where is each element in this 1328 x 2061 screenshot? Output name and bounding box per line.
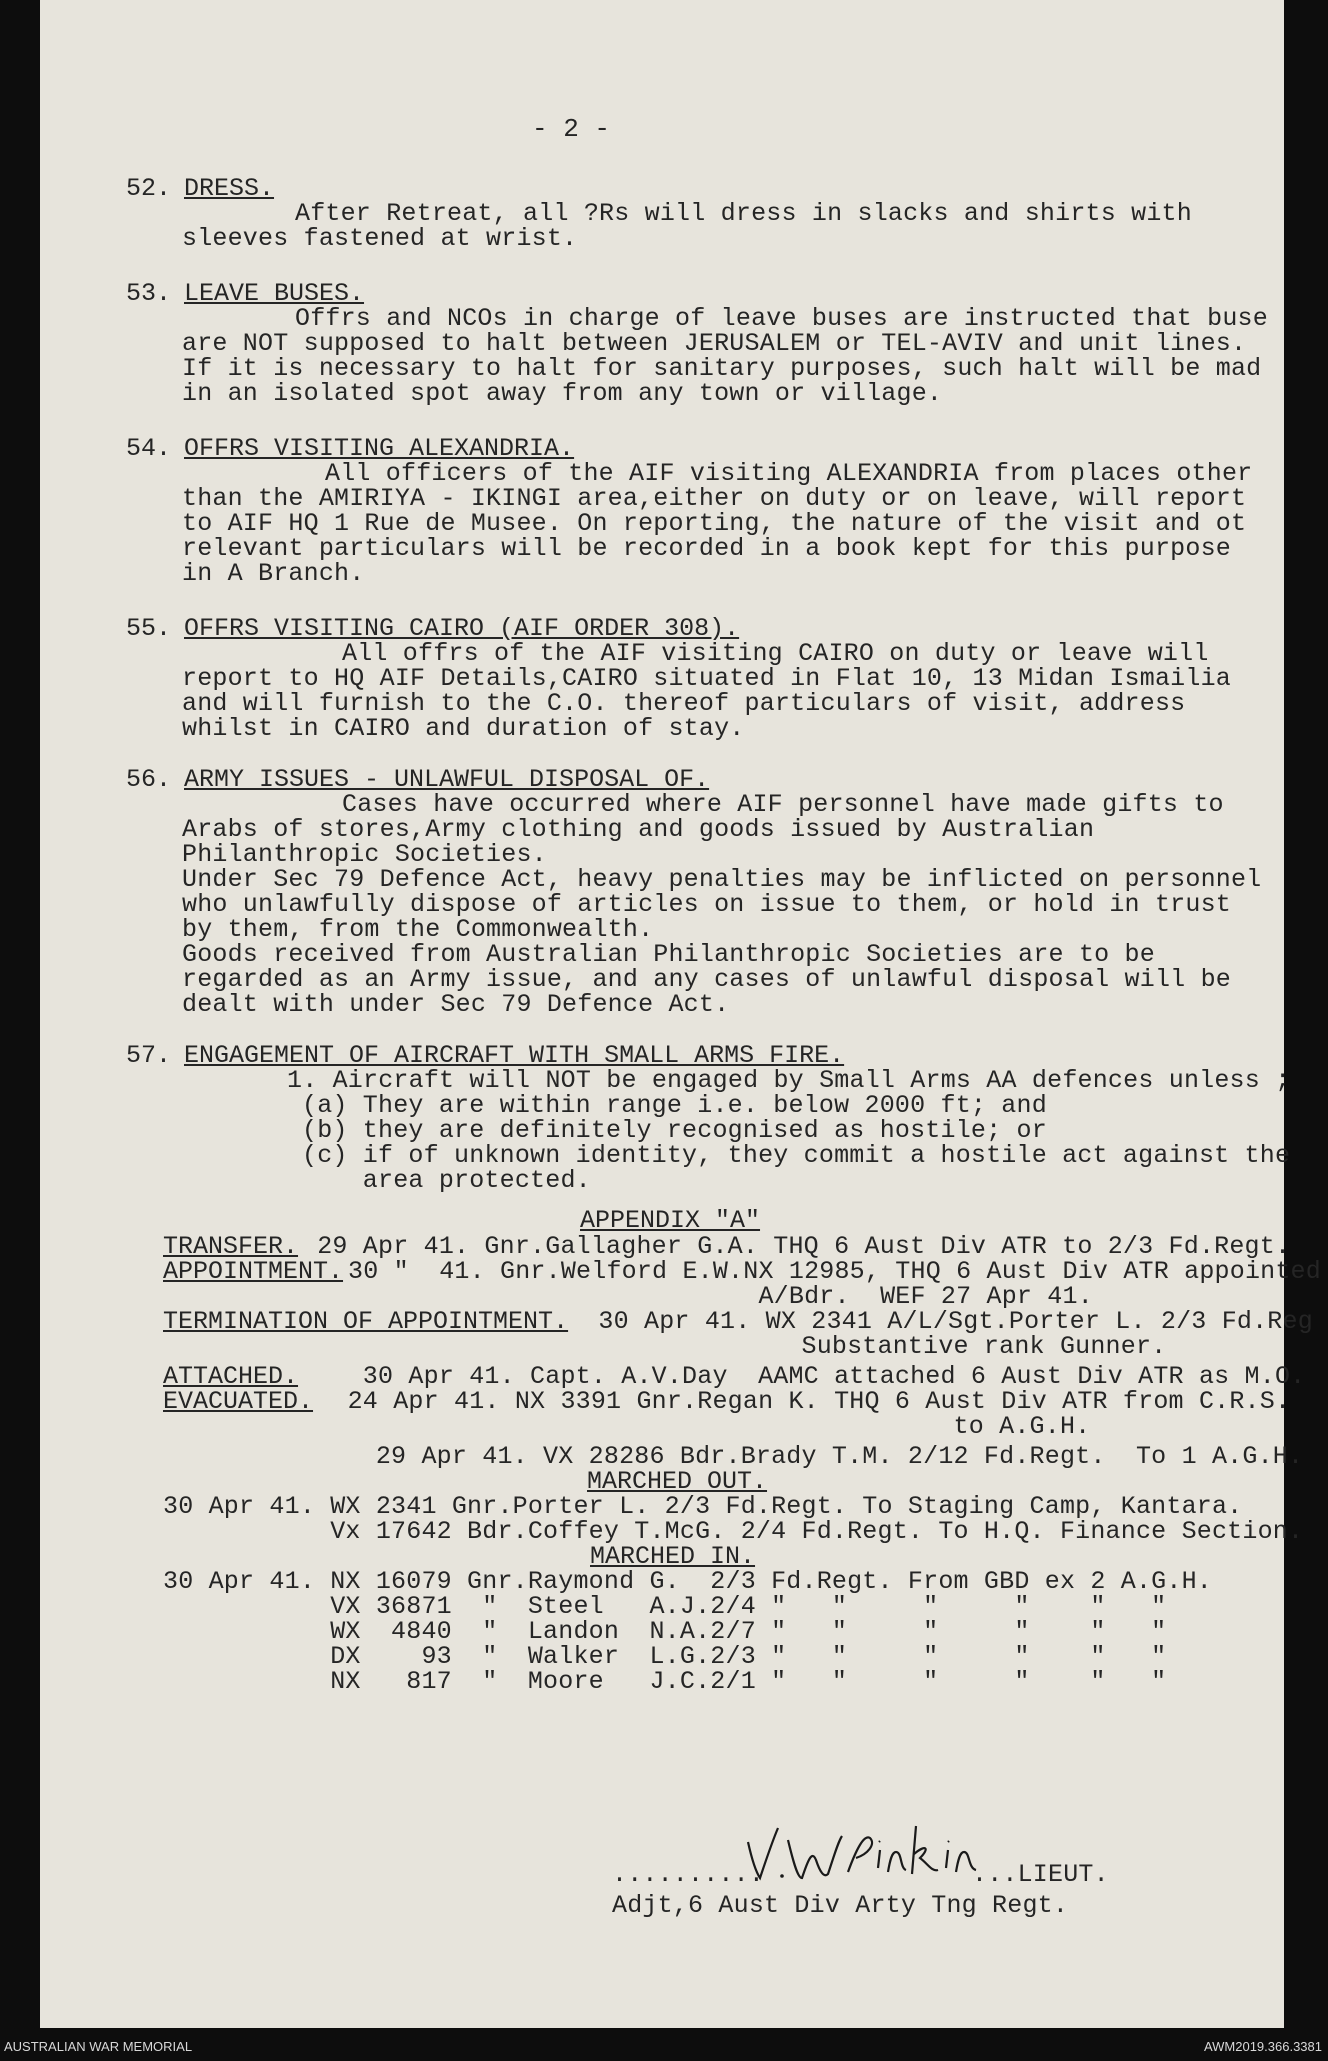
- section-line: dealt with under Sec 79 Defence Act.: [182, 990, 730, 1019]
- section-line: Offrs and NCOs in charge of leave buses are instructed that buse: [295, 304, 1268, 333]
- section-number-54: 54.: [126, 434, 172, 463]
- section-heading-dress: DRESS.: [184, 174, 275, 203]
- section-line: regarded as an Army issue, and any cases of unlawful disposal will be: [182, 965, 1231, 994]
- section-number-53: 53.: [126, 279, 172, 308]
- appendix-line: 30 " 41. Gnr.Welford E.W.NX 12985, THQ 6 Aust Div ATR appointed: [348, 1257, 1321, 1286]
- section-line: report to HQ AIF Details,CAIRO situated in Flat 10, 13 Midan Ismailia: [182, 664, 1231, 693]
- section-line: Philanthropic Societies.: [182, 840, 547, 869]
- marched-in-title: MARCHED IN.: [590, 1542, 756, 1571]
- section-line: sleeves fastened at wrist.: [182, 224, 578, 253]
- signature-dots-left: ..........: [612, 1860, 765, 1889]
- section-line: (c) if of unknown identity, they commit a hostile act against the: [302, 1141, 1291, 1170]
- section-line: in an isolated spot away from any town or village.: [182, 379, 943, 408]
- appendix-line: 30 Apr 41. Capt. A.V.Day AAMC attached 6 Aust Div ATR as M.O.: [302, 1362, 1306, 1391]
- section-line: 1. Aircraft will NOT be engaged by Small Arms AA defences unless ;: [287, 1066, 1291, 1095]
- marched-in-line: VX 36871 " Steel A.J.2/4 " " " " " ": [163, 1592, 1167, 1621]
- section-line: to AIF HQ 1 Rue de Musee. On reporting, the nature of the visit and ot: [182, 509, 1247, 538]
- appendix-label: EVACUATED.: [163, 1387, 314, 1416]
- section-line: area protected.: [302, 1166, 591, 1195]
- appendix-line: 30 Apr 41. WX 2341 A/L/Sgt.Porter L. 2/3 Fd.Reg: [568, 1307, 1313, 1336]
- appendix-label: ATTACHED.: [163, 1362, 299, 1391]
- section-line: are NOT supposed to halt between JERUSALEM or TEL-AVIV and unit lines.: [182, 329, 1247, 358]
- section-line: Goods received from Australian Philanthropic Societies are to be: [182, 940, 1155, 969]
- appendix-line: to A.G.H.: [163, 1412, 1091, 1441]
- signature-title: Adjt,6 Aust Div Arty Tng Regt.: [612, 1891, 1069, 1920]
- marched-out-line: Vx 17642 Bdr.Coffey T.McG. 2/4 Fd.Regt. To H.Q. Finance Section.: [163, 1517, 1304, 1546]
- section-number-55: 55.: [126, 614, 172, 643]
- signature-rank: ...LIEUT.: [972, 1860, 1109, 1889]
- section-line: whilst in CAIRO and duration of stay.: [182, 714, 745, 743]
- section-line: If it is necessary to halt for sanitary purposes, such halt will be mad: [182, 354, 1262, 383]
- appendix-line: A/Bdr. WEF 27 Apr 41.: [348, 1282, 1093, 1311]
- section-line: After Retreat, all ?Rs will dress in slacks and shirts with: [295, 199, 1192, 228]
- marched-out-title: MARCHED OUT.: [587, 1467, 768, 1496]
- section-line: who unlawfully dispose of articles on issue to them, or hold in trust: [182, 890, 1231, 919]
- section-line: relevant particulars will be recorded in a book kept for this purpose: [182, 534, 1231, 563]
- footer-right: AWM2019.366.3381: [1203, 2039, 1322, 2054]
- section-line: Arabs of stores,Army clothing and goods issued by Australian: [182, 815, 1095, 844]
- section-line: (b) they are definitely recognised as hostile; or: [302, 1116, 1047, 1145]
- marched-in-line: NX 817 " Moore J.C.2/1 " " " " " ": [163, 1667, 1167, 1696]
- section-heading-cairo: OFFRS VISITING CAIRO (AIF ORDER 308).: [184, 614, 740, 643]
- appendix-title: APPENDIX "A": [580, 1206, 761, 1235]
- marched-in-line: DX 93 " Walker L.G.2/3 " " " " " ": [163, 1642, 1167, 1671]
- section-line: and will furnish to the C.O. thereof particulars of visit, address: [182, 689, 1186, 718]
- appendix-line: 24 Apr 41. NX 3391 Gnr.Regan K. THQ 6 Aust Div ATR from C.R.S.: [302, 1387, 1291, 1416]
- section-line: All officers of the AIF visiting ALEXANDRIA from places other: [325, 459, 1253, 488]
- appendix-line: 29 Apr 41. VX 28286 Bdr.Brady T.M. 2/12 Fd.Regt. To 1 A.G.H.: [163, 1442, 1304, 1471]
- section-line: (a) They are within range i.e. below 2000 ft; and: [302, 1091, 1047, 1120]
- section-number-57: 57.: [126, 1041, 172, 1070]
- document-page: [40, 0, 1321, 2028]
- marched-in-line: 30 Apr 41. NX 16079 Gnr.Raymond G. 2/3 Fd.Regt. From GBD ex 2 A.G.H.: [163, 1567, 1212, 1596]
- section-number-52: 52.: [126, 174, 172, 203]
- footer-left: AUSTRALIAN WAR MEMORIAL: [4, 2039, 193, 2054]
- appendix-line: Substantive rank Gunner.: [163, 1332, 1167, 1361]
- marched-out-line: 30 Apr 41. WX 2341 Gnr.Porter L. 2/3 Fd.Regt. To Staging Camp, Kantara.: [163, 1492, 1243, 1521]
- section-heading-aircraft: ENGAGEMENT OF AIRCRAFT WITH SMALL ARMS FIRE.: [184, 1041, 845, 1070]
- section-heading-leave-buses: LEAVE BUSES.: [184, 279, 365, 308]
- section-line: All offrs of the AIF visiting CAIRO on duty or leave will: [342, 639, 1209, 668]
- section-number-56: 56.: [126, 765, 172, 794]
- section-heading-alexandria: OFFRS VISITING ALEXANDRIA.: [184, 434, 575, 463]
- marched-in-line: WX 4840 " Landon N.A.2/7 " " " " " ": [163, 1617, 1167, 1646]
- section-line: Cases have occurred where AIF personnel have made gifts to: [342, 790, 1224, 819]
- section-line: than the AMIRIYA - IKINGI area,either on duty or on leave, will report: [182, 484, 1247, 513]
- appendix-label: TRANSFER.: [163, 1232, 299, 1261]
- appendix-label: TERMINATION OF APPOINTMENT.: [163, 1307, 569, 1336]
- section-heading-army-issues: ARMY ISSUES - UNLAWFUL DISPOSAL OF.: [184, 765, 710, 794]
- page-number: - 2 -: [532, 114, 611, 144]
- appendix-line: 29 Apr 41. Gnr.Gallagher G.A. THQ 6 Aust Div ATR to 2/3 Fd.Regt.: [302, 1232, 1291, 1261]
- section-line: Under Sec 79 Defence Act, heavy penalties may be inflicted on personnel: [182, 865, 1262, 894]
- appendix-label: APPOINTMENT.: [163, 1257, 344, 1286]
- section-line: by them, from the Commonwealth.: [182, 915, 654, 944]
- section-line: in A Branch.: [182, 559, 365, 588]
